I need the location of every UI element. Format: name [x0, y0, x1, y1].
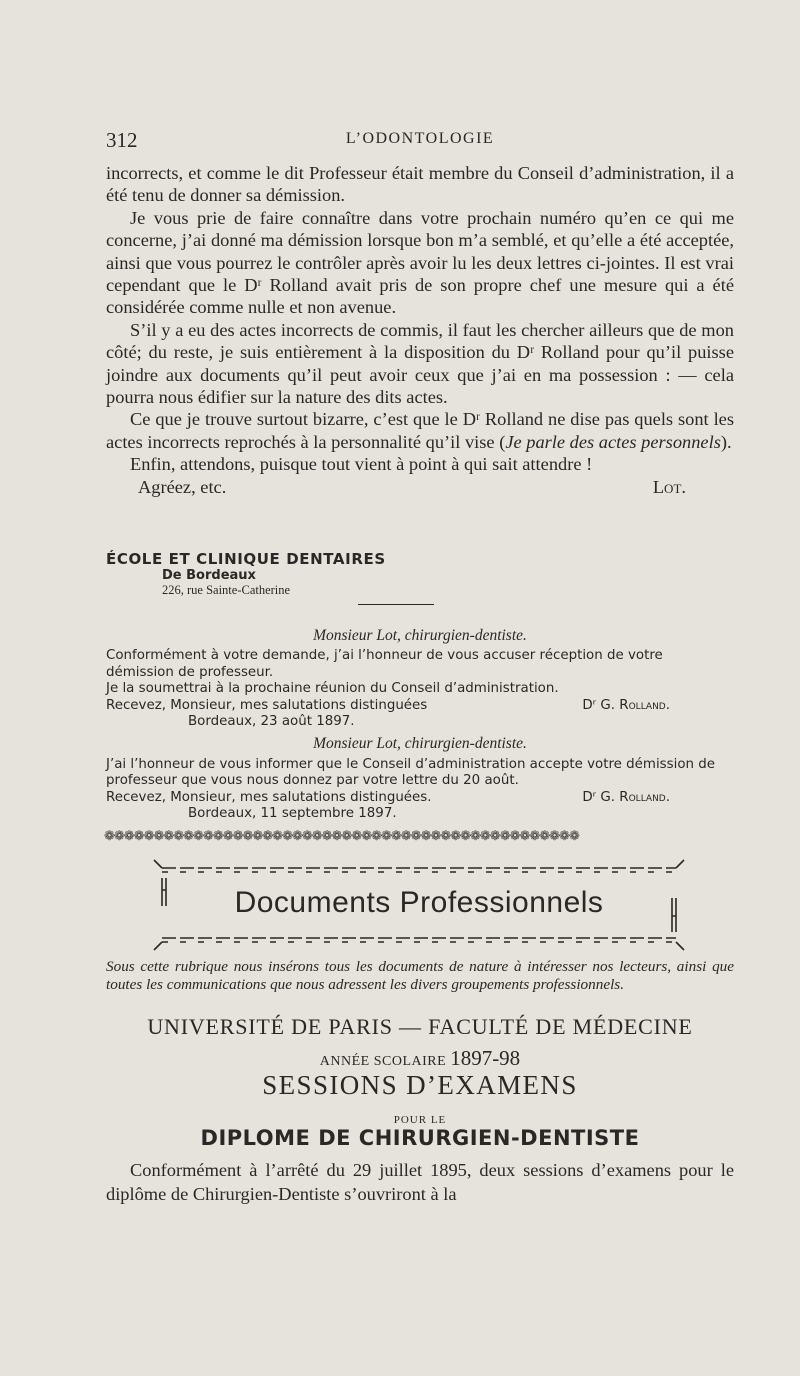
paragraph-text: ).	[720, 431, 732, 452]
letter-body	[106, 162, 734, 498]
signature-row	[106, 790, 734, 806]
letters-block	[106, 622, 734, 822]
ornament-divider: ❁❁❁❁❁❁❁❁❁❁❁❁❁❁❁❁❁❁❁❁❁❁❁❁❁❁❁❁❁❁❁❁❁❁❁❁❁❁❁❁❁❁❁❁❁❁❁❁	[104, 828, 579, 843]
paragraph: incorrects, et comme le dit Professeur était membre du Conseil d’administration, il a été tenu de donner sa démission.	[106, 163, 734, 206]
section-title-frame	[148, 856, 690, 956]
paragraph-text: Ce que je trouve surtout bizarre, c’est que le Dʳ Rolland ne dise pas quels sont les actes incorrects reprochés à la personnalité qu’il vise (	[106, 409, 734, 452]
letter-text: Je la soumettrai à la prochaine réunion du Conseil d’administration.	[106, 681, 559, 697]
page-number: 312	[106, 128, 138, 152]
pour-le-label: POUR LE	[393, 1114, 447, 1126]
signature-row	[106, 698, 734, 714]
school-heading	[106, 550, 734, 605]
letter-text: Conformément à votre demande, j’ai l’honneur de vous accuser réception de votre démission de professeur.	[106, 648, 663, 680]
letter-signature: Dʳ G. Rolland.	[582, 789, 670, 805]
paragraph	[106, 408, 734, 453]
announcement-text	[106, 1158, 734, 1206]
section-intro: Sous cette rubrique nous insérons tous les documents de nature à intéresser nos lecteurs, ainsi que toutes les communications que nous adressent les divers groupements professionnels.	[106, 958, 734, 993]
closing: Agréez, etc.	[138, 476, 227, 497]
year-value: 1897-98	[450, 1046, 521, 1070]
letter-signature: Dʳ G. Rolland.	[582, 697, 670, 713]
letter-text: J’ai l’honneur de vous informer que le Conseil d’administration accepte votre démission de professeur que vous nous donnez par votre lettre du 20 août.	[106, 756, 716, 789]
closing-line	[106, 476, 734, 498]
university-heading: UNIVERSITÉ DE PARIS — FACULTÉ DE MÉDECINE	[147, 1014, 693, 1039]
italic-quote: Je parle des actes personnels	[505, 431, 721, 452]
letter-date: Bordeaux, 11 septembre 1897.	[188, 806, 397, 822]
letter-date: Bordeaux, 23 août 1897.	[188, 714, 355, 730]
academic-year	[106, 1046, 734, 1071]
signature: Lot.	[652, 476, 686, 497]
paragraph: Je vous prie de faire connaître dans votre prochain numéro qu’en ce qui me concerne, j’ai donné ma démission lorsque bon m’a semblé, et qu’elle a été acceptée, ainsi que vous pourrez le contrôler après avoir lu les deux lettres ci-jointes. Il est vrai cependant que le Dʳ Rolland avait pris de son propre chef une mesure qui a été considérée comme nulle et non avenue.	[106, 207, 734, 318]
paragraph: Enfin, attendons, puisque tout vient à point à qui sait attendre !	[130, 454, 593, 475]
running-header	[106, 128, 734, 152]
salutation: Monsieur Lot, chirurgien-dentiste.	[313, 735, 527, 753]
letter-text: Recevez, Monsieur, mes salutations distinguées	[106, 697, 428, 713]
salutation: Monsieur Lot, chirurgien-dentiste.	[313, 627, 527, 644]
diploma-heading: DIPLOME DE CHIRURGIEN-DENTISTE	[200, 1126, 640, 1150]
paragraph: S’il y a eu des actes incorrects de commis, il faut les chercher ailleurs que de mon côté; du reste, je suis entièrement à la disposition du Dʳ Rolland pour qu’il puisse joindre aux documents qu’il peut avoir ceux que j’ai en ma possession : — cela pourra nous édifier sur la nature des dits actes.	[106, 319, 734, 408]
running-title: L’ODONTOLOGIE	[345, 130, 495, 147]
school-address: 226, rue Sainte-Catherine	[162, 583, 291, 597]
divider	[358, 604, 434, 605]
school-city: De Bordeaux	[162, 568, 256, 583]
school-name: ÉCOLE ET CLINIQUE DENTAIRES	[106, 550, 386, 568]
year-label: ANNÉE SCOLAIRE	[319, 1054, 447, 1069]
sessions-heading: SESSIONS D’EXAMENS	[262, 1070, 578, 1100]
letter-text: Recevez, Monsieur, mes salutations distinguées.	[106, 789, 432, 805]
paragraph: Conformément à l’arrêté du 29 juillet 1895, deux sessions d’examens pour le diplôme de Chirurgien-Dentiste s’ouvriront à la	[106, 1160, 734, 1204]
section-title: Documents Professionnels	[234, 886, 604, 919]
